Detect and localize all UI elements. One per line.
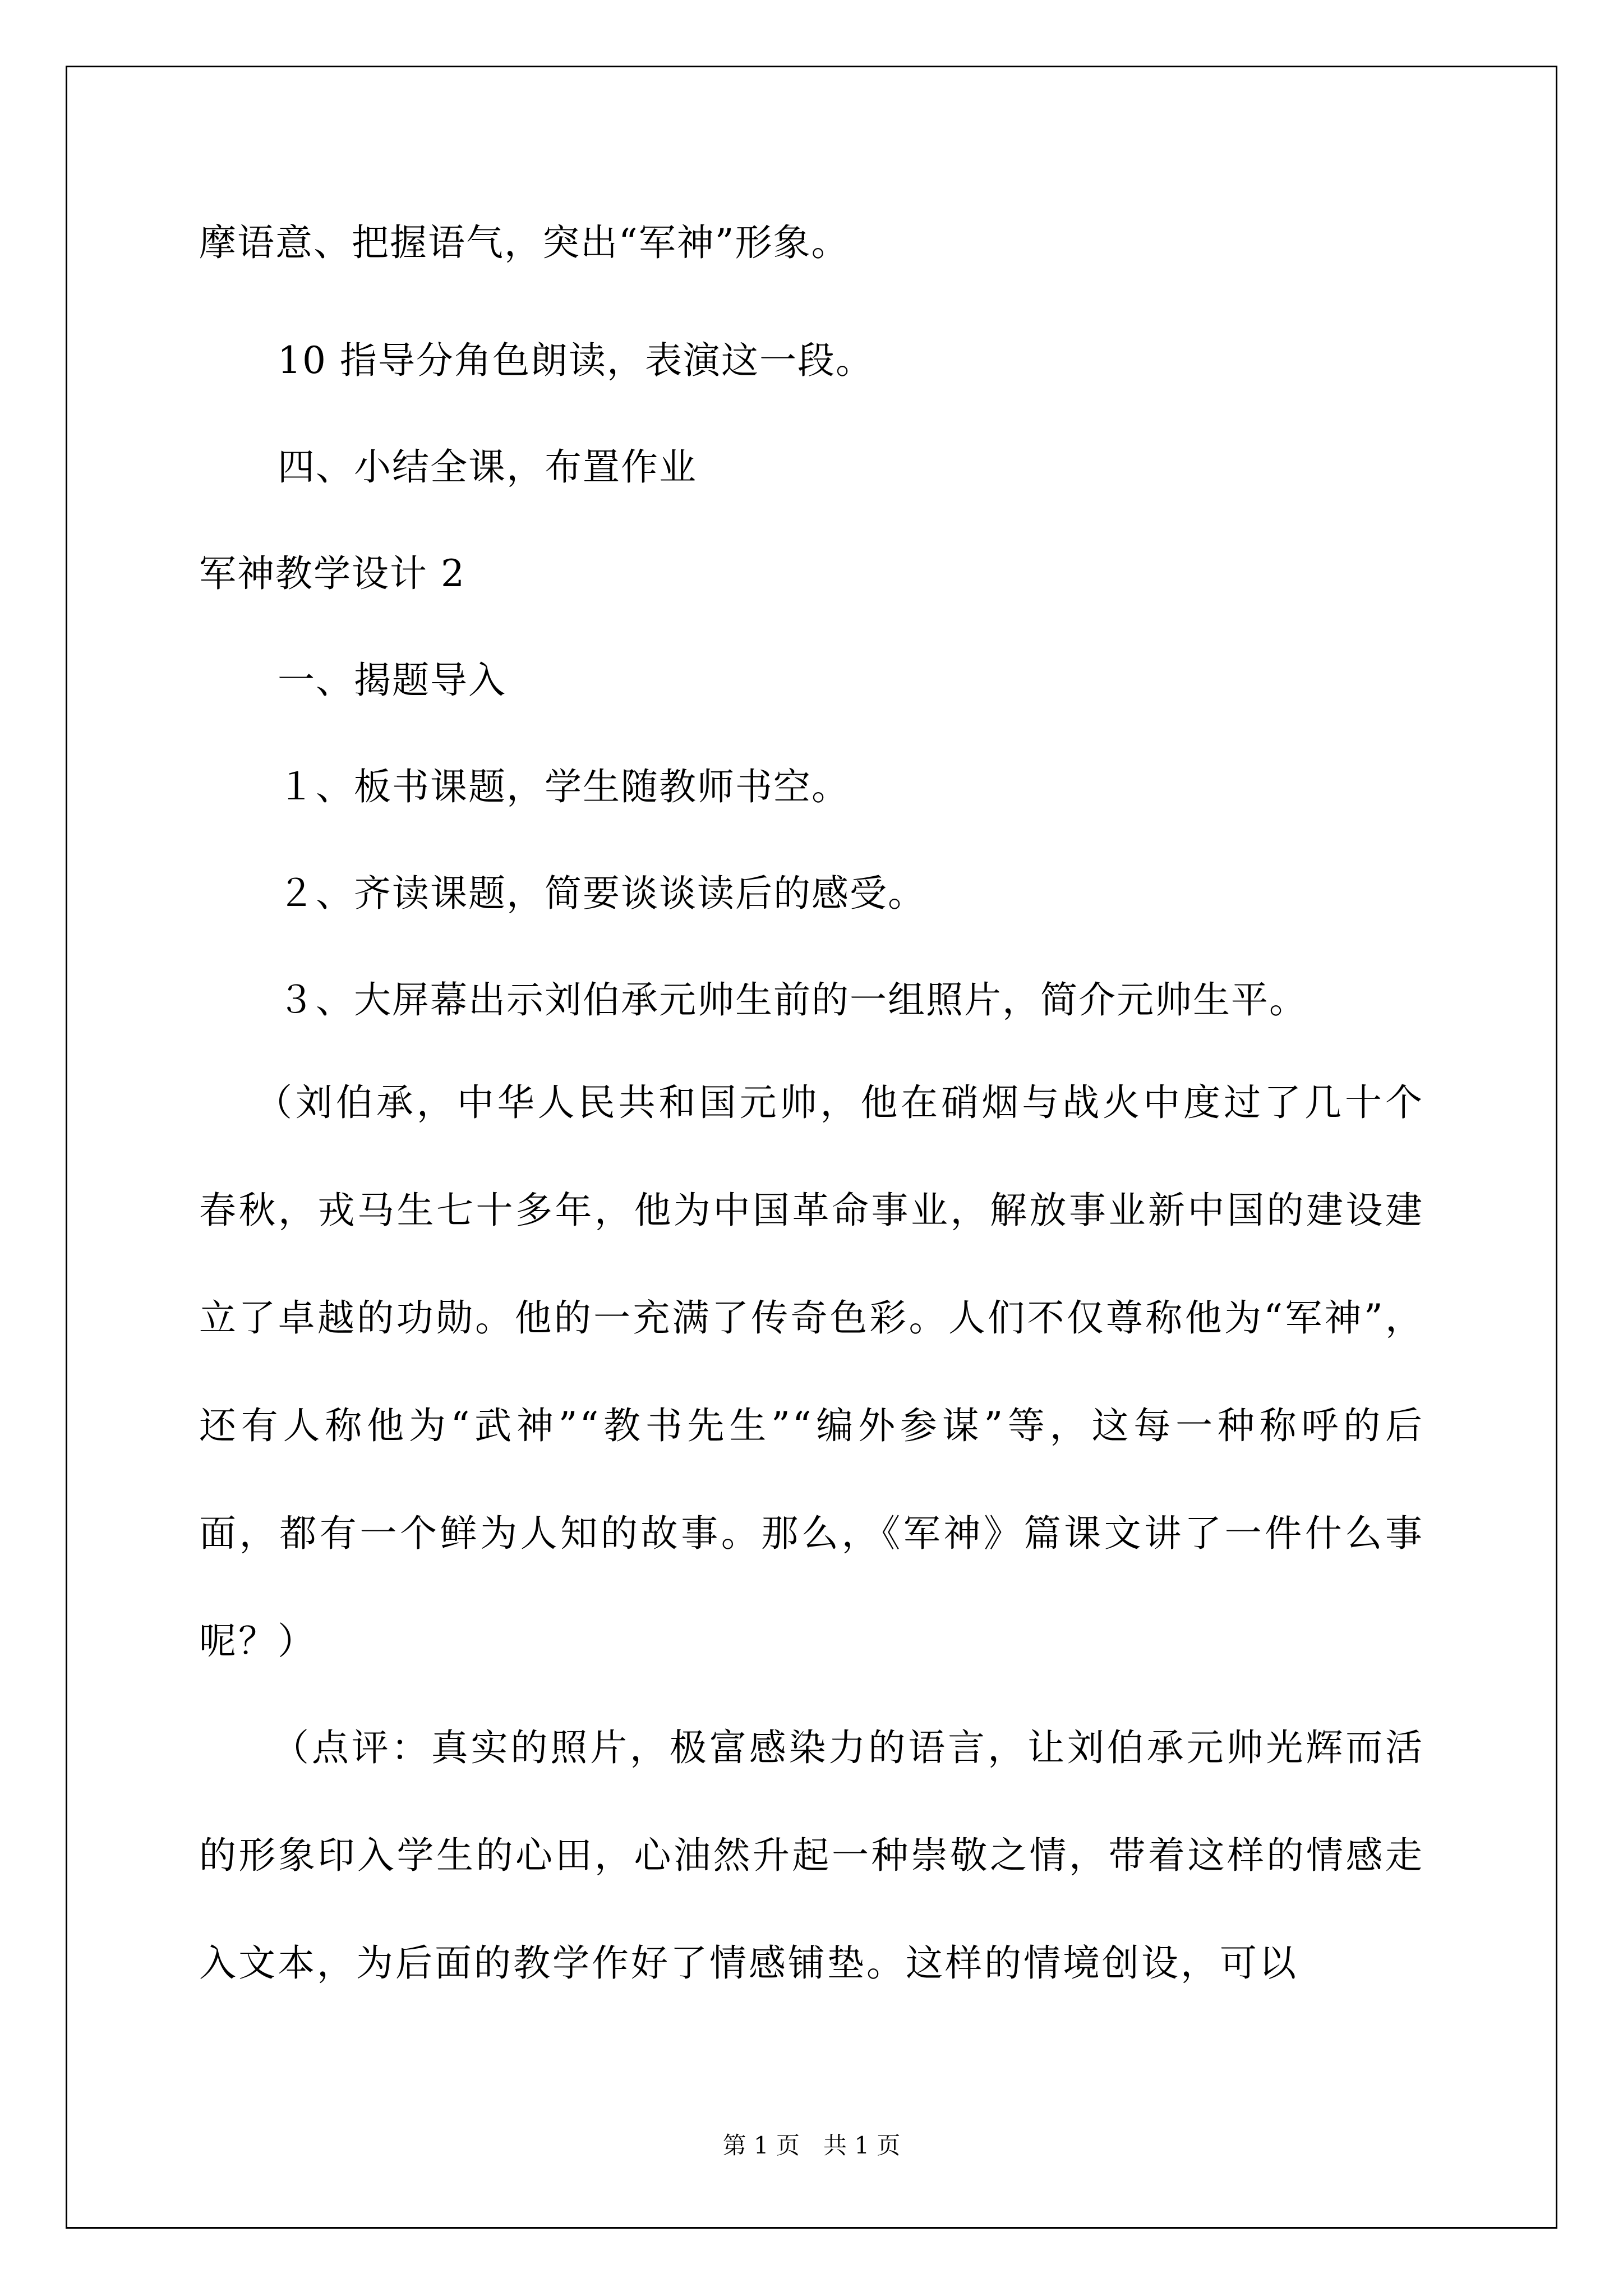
text-line-6: １、板书课题，学生随教师书空。 bbox=[278, 765, 850, 808]
text-line-1: 摩语意、把握语气，突出“军神”形象。 bbox=[199, 221, 850, 264]
section-heading: 军神教学设计 2 bbox=[199, 552, 465, 595]
text-line-7: ２、齐读课题，简要谈谈读后的感受。 bbox=[278, 872, 926, 915]
page-number: 第 1 页 共 1 页 bbox=[722, 2132, 901, 2159]
paragraph-comment: （点评：真实的照片，极富感染力的语言，让刘伯承元帅光辉而活的形象印入学生的心田，心油然升起一种崇敬之情，带着这样的情感走入文本，为后面的教学作好了情感铺垫。这样的情境创设，可以 bbox=[199, 1726, 1424, 1985]
text-line-3: 四、小结全课，布置作业 bbox=[278, 445, 697, 489]
paragraph-intro: （刘伯承，中华人民共和国元帅，他在硝烟与战火中度过了几十个春秋，戎马生七十多年，他为中国革命事业，解放事业新中国的建设建立了卓越的功勋。他的一充满了传奇色彩。人们不仅尊称他为“军神”，还有人称他为“武神”“教书先生”“编外参谋”等，这每一种称呼的后面，都有一个鲜为人知的故事。那么，《军神》篇课文讲了一件什么事呢？） bbox=[199, 1081, 1424, 1663]
text-line-8: ３、大屏幕出示刘伯承元帅生前的一组照片，简介元帅生平。 bbox=[278, 978, 1307, 1022]
text-line-2: 10 指导分角色朗读，表演这一段。 bbox=[278, 339, 874, 382]
text-line-5: 一、揭题导入 bbox=[278, 659, 506, 702]
